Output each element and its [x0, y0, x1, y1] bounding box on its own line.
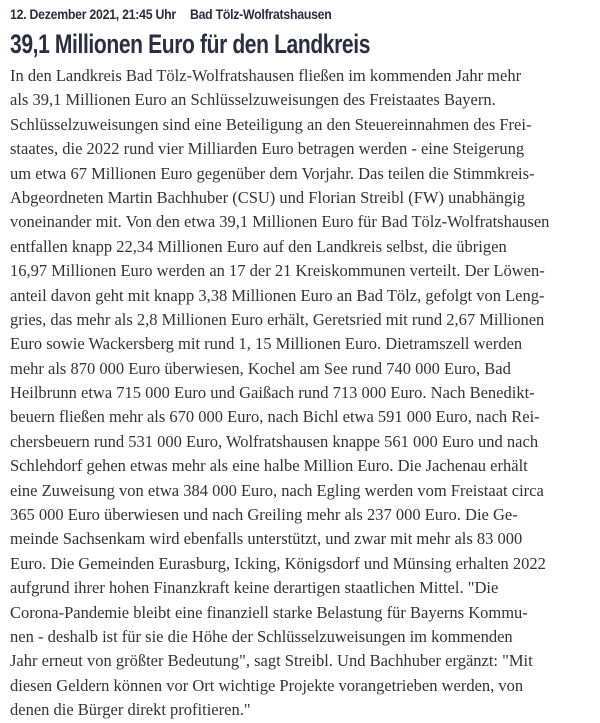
article-text-line: Corona-Pandemie bleibt eine finanziell starke Belastung für Bayerns Kommu- — [10, 602, 528, 622]
article-dateline — [10, 5, 522, 23]
article-text-line: diesen Geldern können vor Ort wichtige Projekte vorangetrieben werden, von — [10, 675, 524, 695]
article-text-line: eine Zuweisung von etwa 384 000 Euro, nach Egling werden vom Freistaat circa — [10, 480, 544, 500]
article-text-line: Heilbrunn etwa 715 000 Euro und Gaißach rund 713 000 Euro. Nach Benedikt- — [10, 383, 535, 403]
article-text-line: Schlehdorf gehen etwas mehr als eine halbe Million Euro. Die Jachenau erhält — [10, 456, 528, 476]
article-text-line: als 39,1 Millionen Euro an Schlüsselzuweisungen des Freistaates Bayern. — [10, 90, 496, 110]
article-text-line: mehr als 870 000 Euro überwiesen, Kochel am See rund 740 000 Euro, Bad — [10, 358, 511, 378]
article-text-line: Schlüsselzuweisungen sind eine Beteiligung an den Steuereinnahmen des Frei- — [10, 114, 532, 134]
article-text-line: In den Landkreis Bad Tölz-Wolfratshausen fließen im kommenden Jahr mehr — [10, 66, 522, 85]
article-body — [10, 64, 592, 723]
article-text-line: um etwa 67 Millionen Euro gegenüber dem Vorjahr. Das teilen die Stimmkreis- — [10, 163, 535, 183]
article-text-line: aufgrund ihrer hohen Finanzkraft keine derartigen staatlichen Mittel. "Die — [10, 578, 499, 598]
article-location: Bad Tölz-Wolfratshausen — [189, 6, 332, 22]
article-text-line: Abgeordneten Martin Bachhuber (CSU) und Florian Streibl (FW) unabhängig — [10, 187, 526, 207]
article-text-line: beuern fließen mehr als 670 000 Euro, nach Bichl etwa 591 000 Euro, nach Rei- — [10, 407, 540, 427]
article-text-line: staates, die 2022 rund vier Milliarden Euro betragen werden - eine Steigerung — [10, 139, 525, 159]
article-text-line: Euro sowie Wackersberg mit rund 1, 15 Millionen Euro. Dietramszell werden — [10, 334, 523, 354]
article-text-line: 16,97 Millionen Euro werden an 17 der 21 Kreiskommunen verteilt. Der Löwen- — [10, 261, 545, 281]
article-text-line: meinde Sachsenkam wird ebenfalls unterstützt, und zwar mit mehr als 83 000 — [10, 529, 523, 549]
article-text-line: Euro. Die Gemeinden Eurasburg, Icking, Königsdorf und Münsing erhalten 2022 — [10, 553, 546, 573]
article-text-line: entfallen knapp 22,34 Millionen Euro auf den Landkreis selbst, die übrigen — [10, 236, 507, 256]
article-text-line: 365 000 Euro überwiesen und nach Greiling mehr als 237 000 Euro. Die Ge- — [10, 505, 518, 525]
article-title: 39,1 Millionen Euro für den Landkreis — [10, 29, 371, 59]
article-text-line: voneinander mit. Von den etwa 39,1 Millionen Euro für Bad Tölz-Wolfratshausen — [10, 212, 550, 232]
article-text-line: chersbeuern rund 531 000 Euro, Wolfratshausen knappe 561 000 Euro und nach — [10, 431, 539, 451]
article-text-line: nen - deshalb ist für sie die Höhe der Schlüsselzuweisungen im kommenden — [10, 626, 513, 646]
article-date: 12. Dezember 2021, 21:45 Uhr — [10, 6, 176, 22]
article-text-line: denen die Bürger direkt profitieren." — [10, 700, 251, 720]
article-text-line: anteil davon geht mit knapp 3,38 Millionen Euro an Bad Tölz, gefolgt von Leng- — [10, 285, 545, 305]
article-text-line: gries, das mehr als 2,8 Millionen Euro erhält, Geretsried mit rund 2,67 Millionen — [10, 309, 545, 329]
article-text-line: Jahr erneut von größter Bedeutung", sagt Streibl. Und Bachhuber ergänzt: "Mit — [10, 651, 533, 671]
